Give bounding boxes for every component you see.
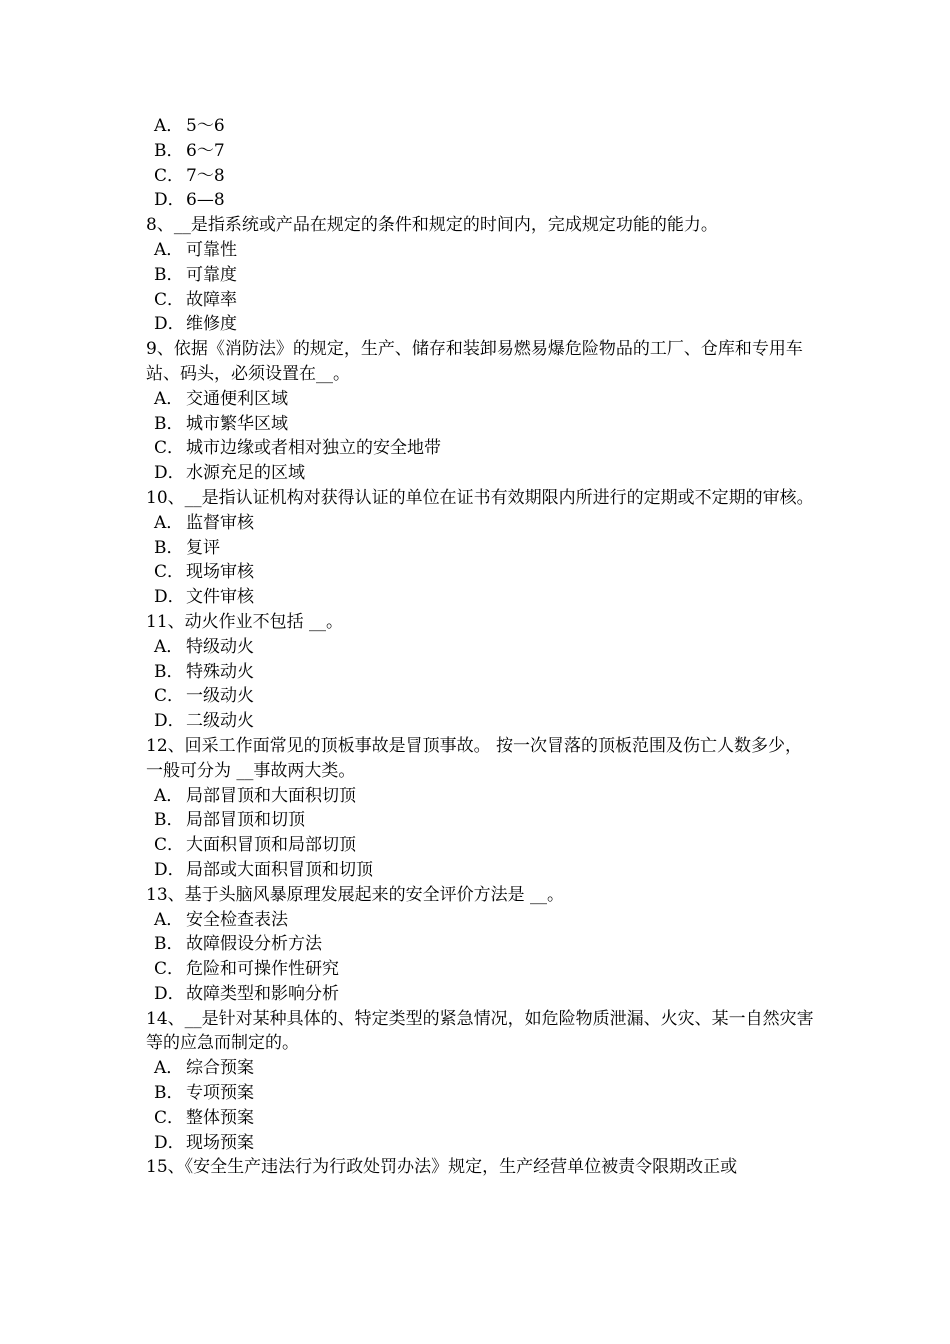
- answer-option: [146, 957, 816, 982]
- option-text: 综合预案: [186, 1058, 254, 1079]
- option-letter: C．: [154, 1107, 185, 1128]
- answer-option: [146, 412, 816, 437]
- option-letter: B．: [154, 1083, 184, 1104]
- answer-option: [146, 164, 816, 189]
- option-letter: D．: [154, 1132, 185, 1153]
- option-text: 危险和可操作性研究: [186, 959, 339, 980]
- option-text: 城市繁华区域: [186, 413, 288, 434]
- answer-option: [146, 585, 816, 610]
- question-text: 9、依据《消防法》的规定，生产、储存和装卸易燃易爆危险物品的工厂、仓库和专用车站、码头，必须设置在__。: [146, 339, 803, 384]
- option-text: 局部冒顶和大面积切顶: [186, 785, 356, 806]
- answer-option: [146, 536, 816, 561]
- answer-option: [146, 560, 816, 585]
- question-text: 8、__是指系统或产品在规定的条件和规定的时间内，完成规定功能的能力。: [146, 215, 718, 236]
- option-letter: C．: [154, 959, 185, 980]
- answer-option: [146, 238, 816, 263]
- option-text: 复评: [186, 537, 220, 558]
- option-letter: B．: [154, 413, 184, 434]
- option-text: 特级动火: [186, 636, 254, 657]
- answer-option: [146, 139, 816, 164]
- option-text: 二级动火: [186, 711, 254, 732]
- option-letter: D．: [154, 314, 185, 335]
- answer-option: [146, 908, 816, 933]
- answer-option: [146, 511, 816, 536]
- option-letter: D．: [154, 190, 185, 211]
- question-text: 10、__是指认证机构对获得认证的单位在证书有效期限内所进行的定期或不定期的审核。: [146, 487, 814, 508]
- answer-option: [146, 635, 816, 660]
- option-text: 可靠性: [186, 239, 237, 260]
- option-text: 安全检查表法: [186, 909, 288, 930]
- answer-option: [146, 1056, 816, 1081]
- option-letter: B．: [154, 140, 184, 161]
- answer-option: [146, 461, 816, 486]
- option-letter: A．: [154, 239, 184, 260]
- option-text: 交通便利区域: [186, 388, 288, 409]
- option-letter: B．: [154, 537, 184, 558]
- option-text: 监督审核: [186, 512, 254, 533]
- question-text: 14、__是针对某种具体的、特定类型的紧急情况，如危险物质泄漏、火灾、某一自然灾害等的应急而制定的。: [146, 1008, 814, 1054]
- option-letter: A．: [154, 1058, 184, 1079]
- option-letter: C．: [154, 289, 185, 310]
- option-text: 整体预案: [186, 1107, 254, 1128]
- option-letter: D．: [154, 711, 185, 732]
- answer-option: [146, 808, 816, 833]
- option-letter: A．: [154, 785, 184, 806]
- option-text: 故障率: [186, 289, 237, 310]
- option-letter: C．: [154, 562, 185, 583]
- option-text: 专项预案: [186, 1083, 254, 1104]
- answer-option: [146, 982, 816, 1007]
- option-text: 大面积冒顶和局部切顶: [186, 835, 356, 856]
- option-letter: D．: [154, 859, 185, 880]
- answer-option: [146, 436, 816, 461]
- answer-option: [146, 1131, 816, 1156]
- question-text: 11、动火作业不包括 __。: [146, 611, 344, 632]
- question-text: 12、回采工作面常见的顶板事故是冒顶事故。 按一次冒落的顶板范围及伤亡人数多少，一般可分为 __事故两大类。: [146, 735, 803, 781]
- option-text: 现场预案: [186, 1132, 254, 1153]
- option-letter: C．: [154, 165, 185, 186]
- answer-option: [146, 188, 816, 213]
- option-letter: D．: [154, 587, 185, 608]
- option-letter: C．: [154, 686, 185, 707]
- answer-option: [146, 709, 816, 734]
- answer-option: [146, 660, 816, 685]
- option-letter: C．: [154, 438, 185, 459]
- option-text: 故障假设分析方法: [186, 934, 322, 955]
- option-text: 6～7: [186, 140, 225, 161]
- answer-option: [146, 1081, 816, 1106]
- option-letter: B．: [154, 810, 184, 831]
- option-text: 故障类型和影响分析: [186, 983, 339, 1004]
- option-text: 7～8: [186, 165, 225, 186]
- option-letter: B．: [154, 934, 184, 955]
- option-text: 维修度: [186, 314, 237, 335]
- option-text: 6—8: [186, 190, 225, 211]
- question-text: 13、基于头脑风暴原理发展起来的安全评价方法是 __。: [146, 884, 565, 905]
- answer-option: [146, 263, 816, 288]
- answer-option: [146, 387, 816, 412]
- option-text: 局部或大面积冒顶和切顶: [186, 859, 373, 880]
- answer-option: [146, 784, 816, 809]
- answer-option: [146, 312, 816, 337]
- question-text: 15、《安全生产违法行为行政处罚办法》规定，生产经营单位被责令限期改正或: [146, 1157, 738, 1178]
- option-text: 一级动火: [186, 686, 254, 707]
- option-text: 城市边缘或者相对独立的安全地带: [186, 438, 441, 459]
- option-letter: B．: [154, 264, 184, 285]
- option-letter: B．: [154, 661, 184, 682]
- option-text: 特殊动火: [186, 661, 254, 682]
- answer-option: [146, 833, 816, 858]
- option-letter: A．: [154, 909, 184, 930]
- answer-option: [146, 288, 816, 313]
- answer-option: [146, 858, 816, 883]
- option-letter: A．: [154, 116, 184, 136]
- option-text: 文件审核: [186, 587, 254, 608]
- option-text: 可靠度: [186, 264, 237, 285]
- option-letter: A．: [154, 636, 184, 657]
- option-letter: A．: [154, 388, 184, 409]
- option-text: 5～6: [186, 116, 225, 136]
- option-text: 水源充足的区域: [186, 463, 305, 484]
- option-text: 局部冒顶和切顶: [186, 810, 305, 831]
- answer-option: [146, 1106, 816, 1131]
- option-letter: A．: [154, 512, 184, 533]
- answer-option: [146, 114, 816, 139]
- document-page: [146, 114, 816, 1180]
- answer-option: [146, 684, 816, 709]
- option-text: 现场审核: [186, 562, 254, 583]
- answer-option: [146, 932, 816, 957]
- option-letter: D．: [154, 983, 185, 1004]
- option-letter: C．: [154, 835, 185, 856]
- option-letter: D．: [154, 463, 185, 484]
